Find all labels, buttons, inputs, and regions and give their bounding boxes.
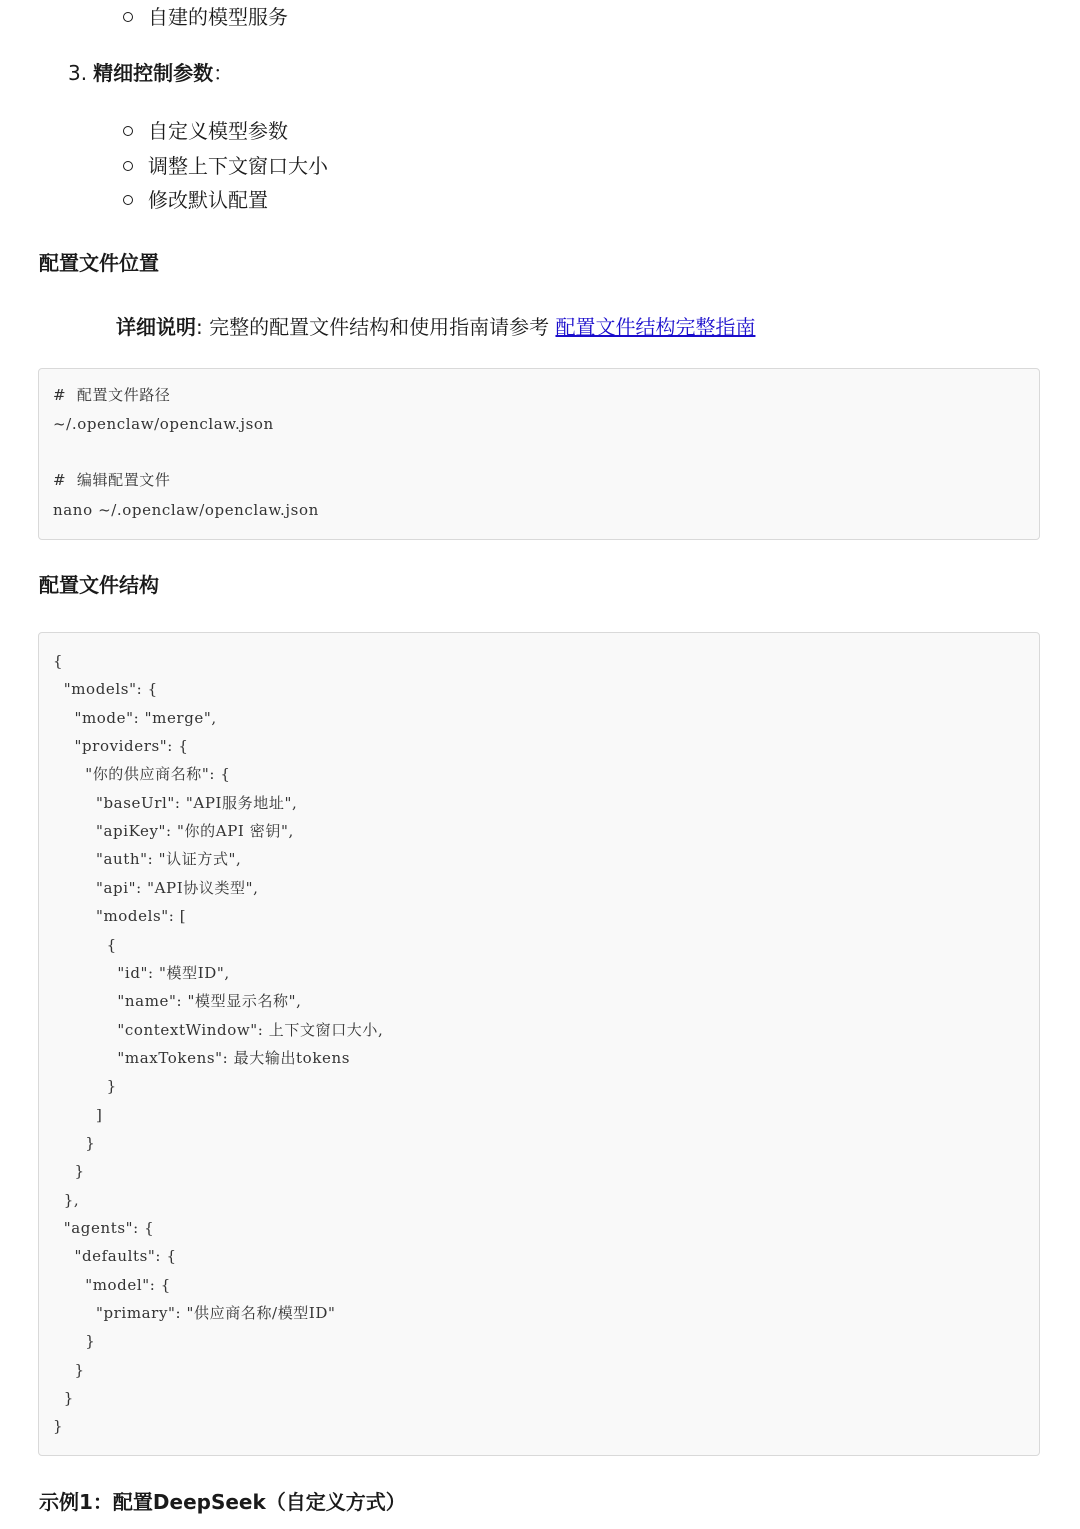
- note-text: 完整的配置文件结构和使用指南请参考: [209, 315, 556, 339]
- list-item-text: 调整上下文窗口大小: [148, 154, 328, 178]
- code-line: }: [53, 1417, 64, 1436]
- bullet-circle-icon: [123, 195, 133, 205]
- code-line: ~/.openclaw/openclaw.json: [53, 415, 274, 433]
- code-block-structure: [38, 632, 1040, 1456]
- list-item: [123, 188, 268, 212]
- code-line: # 配置文件路径: [53, 386, 171, 404]
- list-item-text: 自定义模型参数: [148, 119, 288, 143]
- code-line: "primary": "供应商名称/模型ID": [53, 1304, 336, 1323]
- code-line: "agents": {: [53, 1219, 155, 1237]
- code-line: {: [53, 652, 64, 670]
- code-line: "api": "API协议类型",: [53, 878, 259, 897]
- list-item: [123, 119, 288, 143]
- list-item: [123, 5, 288, 29]
- list-item-text: 自建的模型服务: [148, 5, 288, 29]
- bullet-circle-icon: [123, 12, 133, 22]
- code-line: }: [53, 1162, 85, 1181]
- list-number: 3.: [68, 61, 88, 85]
- code-line: "maxTokens": 最大输出tokens: [53, 1048, 351, 1067]
- detail-note: [116, 313, 755, 341]
- code-line: "defaults": {: [53, 1247, 177, 1266]
- code-line: }: [53, 1133, 96, 1152]
- note-label: 详细说明: [116, 315, 196, 339]
- code-line: }: [53, 1332, 96, 1351]
- code-line: "contextWindow": 上下文窗口大小,: [53, 1020, 384, 1039]
- bullet-circle-icon: [123, 161, 133, 171]
- ordered-list-item: [68, 60, 233, 86]
- section-heading-location: 配置文件位置: [39, 251, 159, 275]
- list-item-text: 修改默认配置: [148, 188, 268, 212]
- code-line: "id": "模型ID",: [53, 963, 230, 982]
- note-colon: :: [196, 315, 210, 339]
- list-item: [123, 154, 328, 178]
- section-heading-example: 示例1：配置DeepSeek（自定义方式）: [39, 1490, 406, 1514]
- code-line: nano ~/.openclaw/openclaw.json: [53, 501, 319, 519]
- code-line: "models": [: [53, 907, 187, 926]
- code-line: "baseUrl": "API服务地址",: [53, 793, 298, 812]
- code-block-location: [38, 368, 1040, 540]
- section-heading-structure: 配置文件结构: [39, 573, 159, 597]
- code-line: # 编辑配置文件: [53, 471, 171, 489]
- code-line: "providers": {: [53, 737, 189, 756]
- list-item-title: 精细控制参数: [93, 61, 214, 85]
- code-line: "apiKey": "你的API 密钥",: [53, 822, 294, 841]
- code-line: ]: [53, 1105, 103, 1124]
- code-line: }: [53, 1360, 85, 1379]
- code-line: "name": "模型显示名称",: [53, 992, 302, 1011]
- code-line: "你的供应商名称": {: [53, 765, 231, 784]
- guide-link[interactable]: 配置文件结构完整指南: [555, 315, 756, 339]
- code-line: "models": {: [53, 680, 158, 699]
- code-line: "model": {: [53, 1275, 171, 1294]
- code-line: "auth": "认证方式",: [53, 850, 242, 869]
- bullet-circle-icon: [123, 126, 133, 136]
- code-line: },: [53, 1190, 80, 1209]
- code-line: "mode": "merge",: [53, 708, 217, 727]
- code-line: }: [53, 1077, 117, 1096]
- list-item-suffix: ：: [213, 61, 234, 85]
- code-line: {: [53, 935, 117, 954]
- code-line: }: [53, 1389, 74, 1408]
